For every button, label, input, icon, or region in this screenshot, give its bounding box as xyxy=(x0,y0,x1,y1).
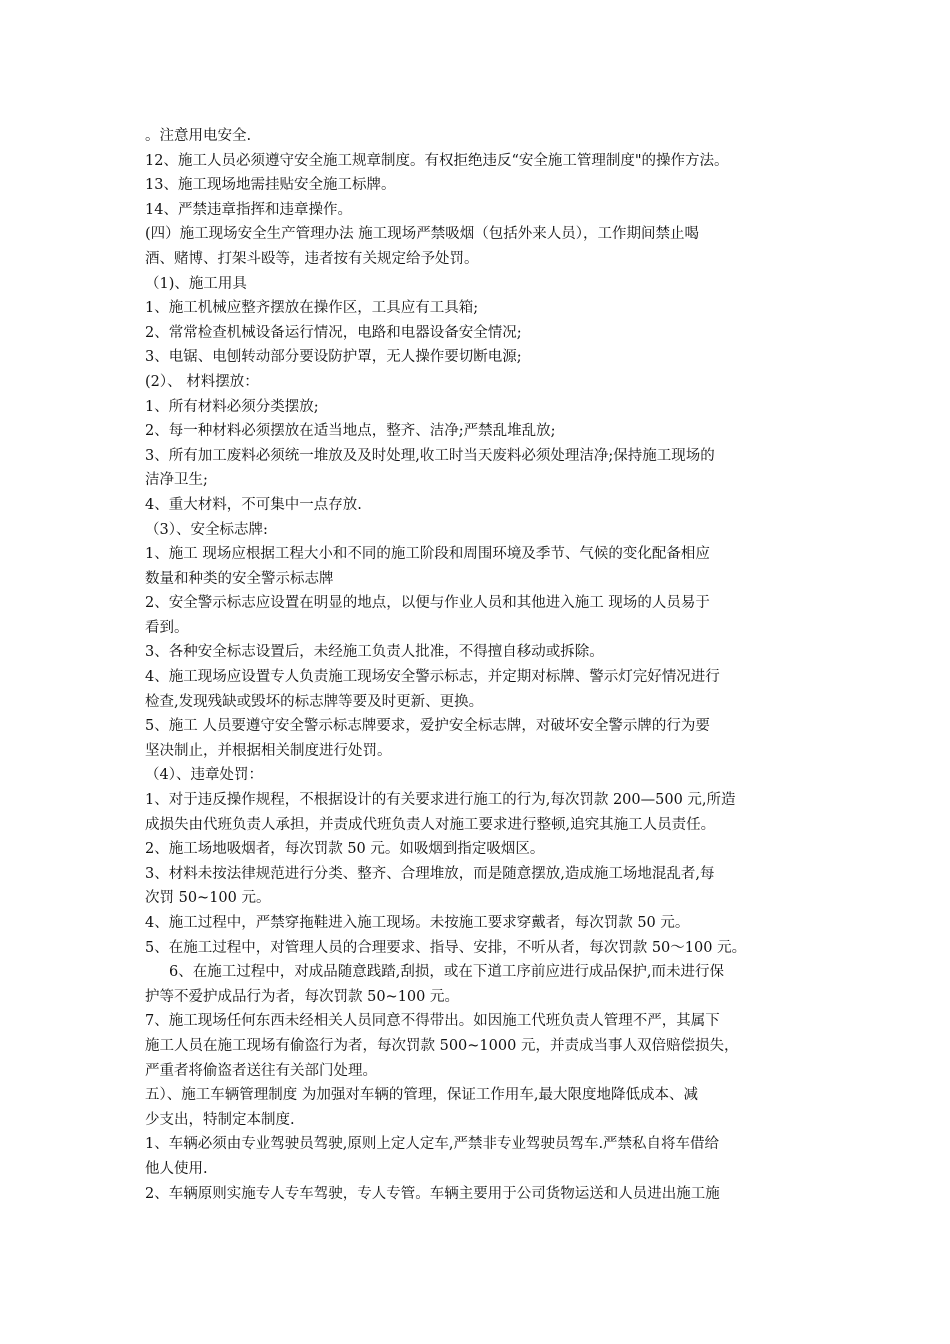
text-line: 1、施工 现场应根据工程大小和不同的施工阶段和周围环境及季节、气候的变化配备相应 xyxy=(145,546,710,563)
text-line: 3、材料未按法律规范进行分类、整齐、合理堆放，而是随意摆放,造成施工场地混乱者,每 xyxy=(145,865,715,882)
text-line: 1、施工机械应整齐摆放在操作区，工具应有工具箱; xyxy=(145,300,479,317)
subsection-heading: (2）、 材料摆放： xyxy=(145,373,259,390)
text-line: 看到。 xyxy=(145,619,189,636)
text-line: 6、在施工过程中，对成品随意践踏,刮损，或在下道工序前应进行成品保护,而未进行保 xyxy=(169,964,724,981)
text-line: 2、每一种材料必须摆放在适当地点，整齐、洁净;严禁乱堆乱放; xyxy=(145,423,556,440)
text-line: 酒、赌博、打架斗殴等，违者按有关规定给予处罚。 xyxy=(145,250,479,267)
text-line: 他人使用. xyxy=(145,1160,208,1177)
text-line: 护等不爱护成品行为者，每次罚款 50~100 元。 xyxy=(145,988,459,1005)
text-line: 12、施工人员必须遵守安全施工规章制度。有权拒绝违反“安全施工管理制度"的操作方法。 xyxy=(145,152,729,169)
text-line: 洁净卫生; xyxy=(145,472,208,489)
text-line: 3、电锯、电刨转动部分要设防护罩，无人操作要切断电源; xyxy=(145,349,522,366)
text-line: 坚决制止，并根据相关制度进行处罚。 xyxy=(145,742,392,759)
subsection-heading: （4）、违章处罚： xyxy=(145,767,263,784)
text-line: 2、安全警示标志应设置在明显的地点，以便与作业人员和其他进入施工 现场的人员易于 xyxy=(145,595,710,612)
text-line: 7、施工现场任何东西未经相关人员同意不得带出。如因施工代班负责人管理不严，其属下 xyxy=(145,1013,720,1030)
text-line: 14、严禁违章指挥和违章操作。 xyxy=(145,201,352,218)
text-line: 。注意用电安全. xyxy=(145,128,252,144)
text-line: 5、施工 人员要遵守安全警示标志牌要求，爱护安全标志牌，对破坏安全警示牌的行为要 xyxy=(145,718,710,735)
text-line: 5、在施工过程中，对管理人员的合理要求、指导、安排，不听从者，每次罚款 50～100 元。 xyxy=(145,939,747,956)
text-line: 4、重大材料，不可集中一点存放. xyxy=(145,496,362,513)
text-line: 4、施工现场应设置专人负责施工现场安全警示标志，并定期对标牌、警示灯完好情况进行 xyxy=(145,669,720,686)
document-body xyxy=(145,124,825,1206)
text-line: 严重者将偷盗者送往有关部门处理。 xyxy=(145,1062,377,1079)
text-line: 3、各种安全标志设置后，未经施工负责人批准，不得擅自移动或拆除。 xyxy=(145,644,604,661)
text-line: 3、所有加工废料必须统一堆放及及时处理,收工时当天废料必须处理洁净;保持施工现场的 xyxy=(145,447,715,464)
text-line: 13、施工现场地需挂贴安全施工标牌。 xyxy=(145,177,396,194)
text-line: 施工人员在施工现场有偷盗行为者，每次罚款 500~1000 元，并责成当事人双倍赔偿损失， xyxy=(145,1037,739,1054)
text-line: 2、施工场地吸烟者，每次罚款 50 元。如吸烟到指定吸烟区。 xyxy=(145,841,545,858)
text-line: 1、车辆必须由专业驾驶员驾驶,原则上定人定车,严禁非专业驾驶员驾车.严禁私自将车借给 xyxy=(145,1136,720,1153)
text-line: 1、对于违反操作规程，不根据设计的有关要求进行施工的行为,每次罚款 200—500 元,所造 xyxy=(145,792,736,809)
section-heading: (四）施工现场安全生产管理办法 施工现场严禁吸烟（包括外来人员），工作期间禁止喝 xyxy=(145,226,700,243)
text-line: 1、所有材料必须分类摆放; xyxy=(145,398,319,415)
text-line: 成损失由代班负责人承担，并责成代班负责人对施工要求进行整顿,追究其施工人员责任。 xyxy=(145,816,716,833)
text-line: 2、车辆原则实施专人专车驾驶，专人专管。车辆主要用于公司货物运送和人员进出施工施 xyxy=(145,1185,720,1202)
text-line: 检查,发现残缺或毁坏的标志牌等要及时更新、更换。 xyxy=(145,693,484,710)
section-heading: 五）、施工车辆管理制度 为加强对车辆的管理，保证工作用车,最大限度地降低成本、减 xyxy=(145,1087,698,1104)
subsection-heading: （3）、安全标志牌: xyxy=(145,521,268,538)
text-line: 4、施工过程中，严禁穿拖鞋进入施工现场。未按施工要求穿戴者，每次罚款 50 元。 xyxy=(145,915,690,931)
text-line: 少支出，特制定本制度. xyxy=(145,1111,295,1128)
text-line: 数量和种类的安全警示标志牌 xyxy=(145,570,334,587)
subsection-heading: （1)、施工用具 xyxy=(145,275,247,292)
text-line: 次罚 50~100 元。 xyxy=(145,890,271,907)
text-line: 2、常常检查机械设备运行情况，电路和电器设备安全情况; xyxy=(145,324,522,341)
